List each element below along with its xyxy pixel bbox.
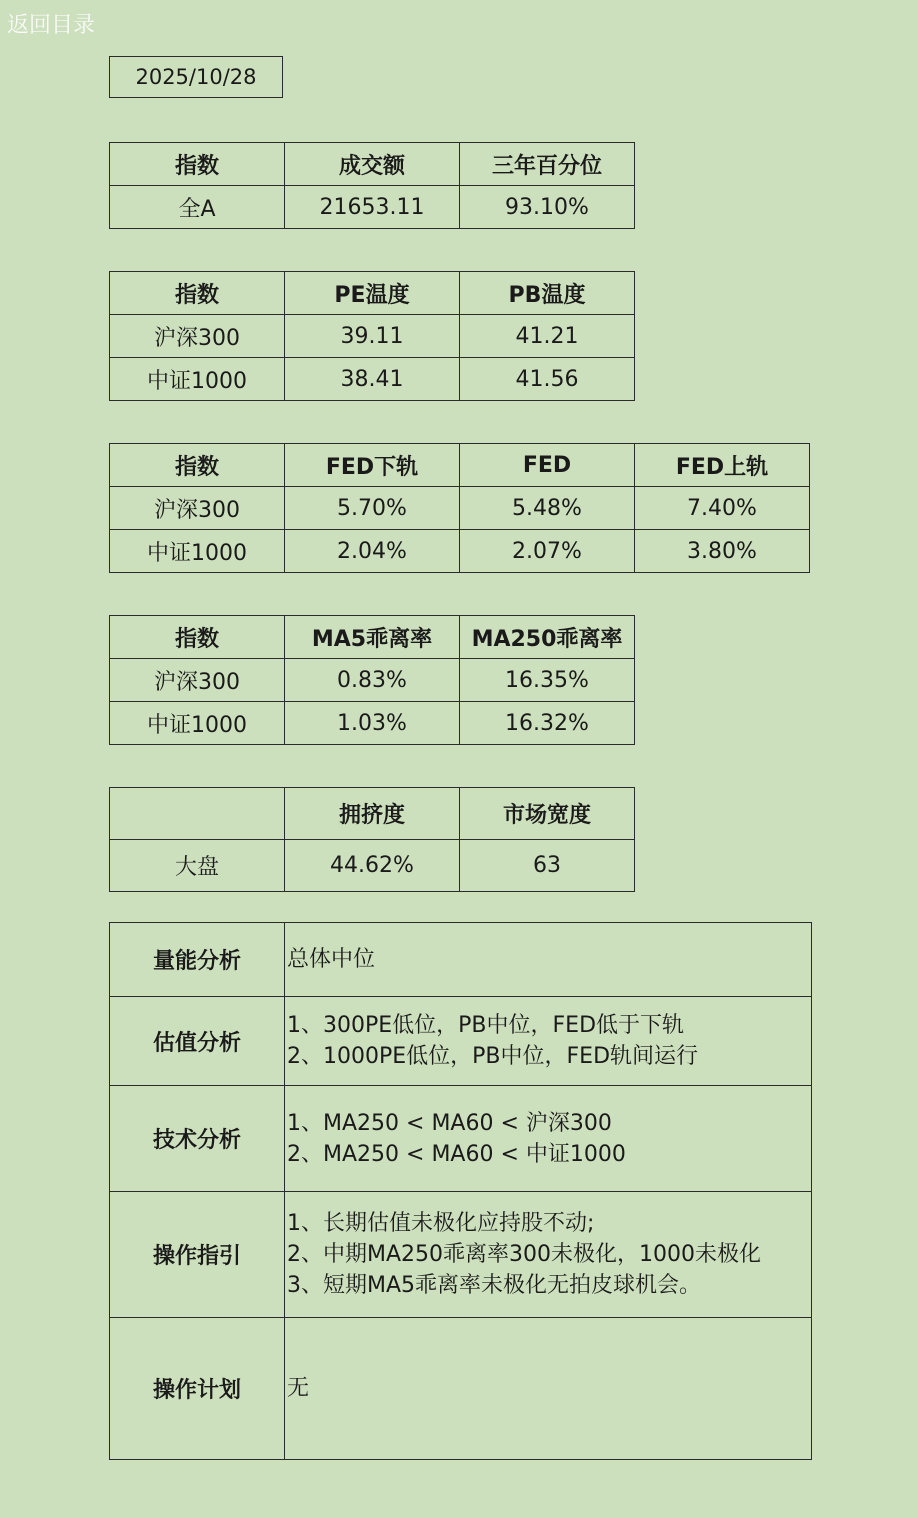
analysis-label: 操作指引 <box>110 1192 285 1318</box>
header-cell: PE温度 <box>285 272 460 315</box>
table-cell: 沪深300 <box>110 315 285 358</box>
table-cell: 中证1000 <box>110 358 285 401</box>
analysis-table <box>109 922 812 1460</box>
analysis-content <box>285 997 812 1086</box>
table-cell: 16.32% <box>460 702 635 745</box>
table-row <box>110 358 635 401</box>
analysis-content <box>285 923 812 997</box>
analysis-label: 量能分析 <box>110 923 285 997</box>
analysis-line: 2、MA250 < MA60 < 中证1000 <box>287 1141 626 1167</box>
table-cell: 16.35% <box>460 659 635 702</box>
analysis-row <box>110 1086 812 1192</box>
back-to-contents-link[interactable]: 返回目录 <box>7 13 96 38</box>
analysis-label: 估值分析 <box>110 997 285 1086</box>
table-cell: 中证1000 <box>110 530 285 573</box>
header-cell: 指数 <box>110 444 285 487</box>
table-cell: 3.80% <box>635 530 810 573</box>
fed-table <box>109 443 810 573</box>
table-cell: 中证1000 <box>110 702 285 745</box>
analysis-row <box>110 997 812 1086</box>
analysis-line: 2、中期MA250乖离率300未极化，1000未极化 <box>287 1242 761 1267</box>
table-cell: 41.56 <box>460 358 635 401</box>
header-cell: 指数 <box>110 143 285 186</box>
table-cell: 2.04% <box>285 530 460 573</box>
header-cell: 成交额 <box>285 143 460 186</box>
table-cell: 41.21 <box>460 315 635 358</box>
header-cell: 指数 <box>110 272 285 315</box>
analysis-line: 无 <box>287 1376 310 1401</box>
table-cell: 38.41 <box>285 358 460 401</box>
analysis-line: 2、1000PE低位，PB中位，FED轨间运行 <box>287 1044 699 1069</box>
table-row <box>110 840 635 892</box>
table-cell: 沪深300 <box>110 487 285 530</box>
table-cell: 大盘 <box>110 840 285 892</box>
market-breadth-table <box>109 787 635 892</box>
header-cell <box>110 788 285 840</box>
analysis-line: 1、MA250 < MA60 < 沪深300 <box>287 1110 612 1136</box>
table-cell: 0.83% <box>285 659 460 702</box>
analysis-line: 3、短期MA5乖离率未极化无拍皮球机会。 <box>287 1273 702 1298</box>
header-cell: FED <box>460 444 635 487</box>
table-header-row <box>110 272 635 315</box>
analysis-label: 技术分析 <box>110 1086 285 1192</box>
table-cell: 39.11 <box>285 315 460 358</box>
table-row <box>110 530 810 573</box>
table-cell: 7.40% <box>635 487 810 530</box>
turnover-table <box>109 142 635 229</box>
analysis-row <box>110 923 812 997</box>
analysis-content <box>285 1318 812 1460</box>
header-cell: PB温度 <box>460 272 635 315</box>
valuation-temperature-table <box>109 271 635 401</box>
table-cell: 2.07% <box>460 530 635 573</box>
analysis-line: 1、长期估值未极化应持股不动; <box>287 1211 595 1236</box>
report-date: 2025/10/28 <box>109 56 283 98</box>
analysis-content <box>285 1086 812 1192</box>
header-cell: MA250乖离率 <box>460 616 635 659</box>
table-cell: 5.70% <box>285 487 460 530</box>
table-header-row <box>110 444 810 487</box>
analysis-content <box>285 1192 812 1318</box>
header-cell: FED上轨 <box>635 444 810 487</box>
table-cell: 21653.11 <box>285 186 460 229</box>
analysis-label: 操作计划 <box>110 1318 285 1460</box>
header-cell: 拥挤度 <box>285 788 460 840</box>
table-cell: 63 <box>460 840 635 892</box>
table-row <box>110 315 635 358</box>
analysis-row <box>110 1192 812 1318</box>
header-cell: 三年百分位 <box>460 143 635 186</box>
header-cell: FED下轨 <box>285 444 460 487</box>
analysis-line: 1、300PE低位，PB中位，FED低于下轨 <box>287 1013 685 1038</box>
header-cell: 市场宽度 <box>460 788 635 840</box>
table-row <box>110 702 635 745</box>
table-cell: 1.03% <box>285 702 460 745</box>
analysis-row <box>110 1318 812 1460</box>
header-cell: MA5乖离率 <box>285 616 460 659</box>
table-cell: 全A <box>110 186 285 229</box>
table-header-row <box>110 616 635 659</box>
table-cell: 44.62% <box>285 840 460 892</box>
table-row <box>110 487 810 530</box>
table-header-row <box>110 143 635 186</box>
table-cell: 93.10% <box>460 186 635 229</box>
table-row <box>110 186 635 229</box>
table-row <box>110 659 635 702</box>
table-header-row <box>110 788 635 840</box>
deviation-rate-table <box>109 615 635 745</box>
table-cell: 5.48% <box>460 487 635 530</box>
analysis-line: 总体中位 <box>287 947 376 972</box>
table-cell: 沪深300 <box>110 659 285 702</box>
header-cell: 指数 <box>110 616 285 659</box>
